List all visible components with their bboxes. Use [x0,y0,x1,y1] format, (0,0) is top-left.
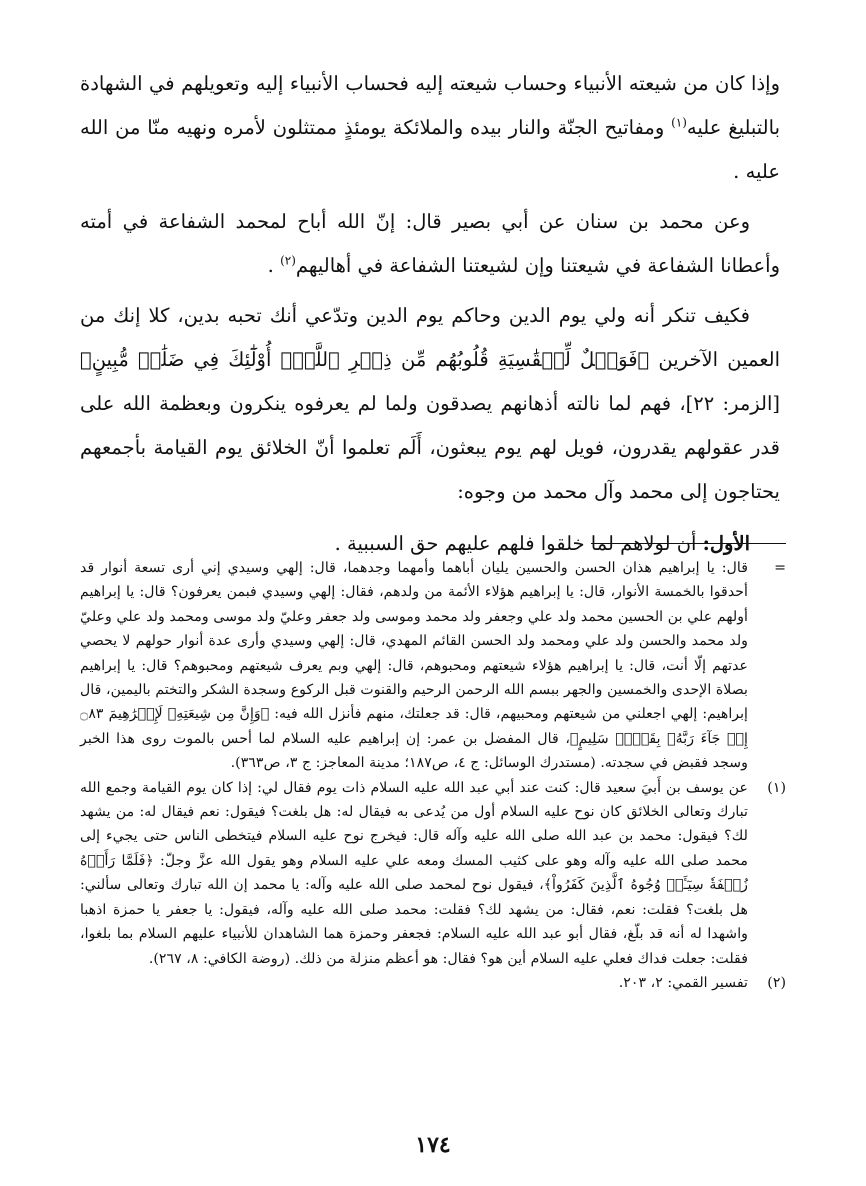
paragraph-1 [80,62,780,194]
paragraph-1-end: ومفاتيح الجنّة والنار بيده والملائكة يومئذٍ ممتثلون لأمره ونهيه منّا من الله عليه . [80,116,780,183]
paragraph-2 [80,200,780,288]
footnote-ref-2[interactable]: (٢) [280,253,296,268]
main-text [80,62,780,572]
paragraph-3-text: فكيف تنكر أنه ولي يوم الدين وحاكم يوم الدين وتدّعي أنك تحبه بدين، كلا إنك من العمين الآخرين ﴿فَوَيۡلٌ لِّلۡقَٰسِيَةِ قُلُوبُهُم مِّن ذِكۡرِ ٱللَّهِۚ أُوْلَٰٓئِكَ فِي ضَلَٰلٖ مُّبِينٍ﴾ [الزمر: ٢٢]، فهم لما نالته أذهانهم يصدقون ولما لم يعرفوه ينكرون وبعظمة الله على قدر عقولهم يقدرون، فويل لهم يوم يبعثون، أَلَم تعلموا أنّ الخلائق يوم القيامة بأجمعهم يحتاجون إلى محمد وآل محمد من وجوه: [80,304,781,503]
footnote-continuation-text: قال: يا إبراهيم هذان الحسن والحسين يليان أباهما وأمهما وجدهما، قال: إلهي وسيدي إني أرى تسعة أنوار قد أحدقوا بالخمسة الأنوار، قال: يا إبراهيم هؤلاء الأئمة من ولدهم، فقال: إلهي وسيدي فبمن يعرفون؟ قال: يا إبراهيم أولهم علي بن الحسين محمد ولد علي وجعفر ولد محمد وموسى ولد جعفر وعليّ ولد موسى ومحمد ولد علي وعليّ ولد محمد والحسن ولد علي ومحمد ولد الحسن القائم المهدي، قال: إلهي وسيدي وأرى عدة أنوار حولهم لا يحصي عدتهم إلّا أنت، قال: يا إبراهيم هؤلاء شيعتهم ومحبوهم، قال: إلهي وبم يعرف شيعتهم ومحبوهم؟ قال: يا إبراهيم بصلاة الإحدى والخمسين والجهر ببسم الله الرحمن الرحيم والقنوت قبل الركوع وسجدة الشكر والتختم باليمين، قال إبراهيم: إلهي اجعلني من شيعتهم ومحبيهم، قال: قد جعلتك، منهم فأنزل الله فيه: ﴿وَإِنَّ مِن شِيعَتِهِۦ لَإِبۡرَٰهِيمَ ۝٨٣ إِذۡ جَآءَ رَبَّهُۥ بِقَلۡبٖ سَلِيمٍ﴾، قال المفضل بن عمر: إن إبراهيم عليه السلام لما أحس بالموت روى هذا الخبر وسجد فقبض في سجدته. (مستدرك الوسائل: ج ٤، ص١٨٧؛ مدينة المعاجز: ج ٣، ص٣٦٣). [80,560,749,772]
point-label: الأول: [702,532,750,555]
paragraph-4-text: أن لولاهم لما خلقوا فلهم عليهم حق السببية . [334,532,703,555]
footnote-1 [80,776,786,971]
paragraph-2-end: . [267,254,281,277]
footnote-2-mark: (٢) [767,974,786,991]
footnote-2 [80,971,786,995]
footnote-continuation [80,556,786,776]
footnote-divider [591,543,786,544]
paragraph-1-text: وإذا كان من شيعته الأنبياء وحساب شيعته إليه فحساب الأنبياء إليه وتعويلهم في الشهادة بالتبليغ عليه [80,72,780,139]
continuation-mark: = [774,560,786,576]
paragraph-2-text: وعن محمد بن سنان عن أبي بصير قال: إنّ الله أباح لمحمد الشفاعة في أمته وأعطانا الشفاعة في شيعتنا وإن لشيعتنا الشفاعة في أهاليهم [80,210,780,277]
paragraph-3 [80,294,780,514]
footnote-2-text: تفسير القمي: ٢، ٢٠٣. [618,974,748,991]
footnotes [80,556,786,995]
footnote-ref-1[interactable]: (١) [671,115,687,130]
page-number: ١٧٤ [415,1132,451,1158]
footnote-1-text: عن يوسف بن أَبيَ سعيد قال: كنت عند أبي عبد الله عليه السلام ذات يوم فقال لي: إذا كان يوم القيامة وجمع الله تبارك وتعالى الخلائق كان نوح عليه السلام أول من يُدعى به فيقال له: هل بلغت؟ فيقول: نعم فيقال له: من يشهد لك؟ فيقول: محمد بن عبد الله صلى الله عليه وآله قال: فيخرج نوح عليه السلام فيتخطى الناس حتى يجيء إلى محمد صلى الله عليه وآله وهو على كثيب المسك ومعه علي عليه السلام وهو يقول الله عزَّ وجلّ: ﴿فَلَمَّا رَأَوۡهُ زُلۡفَةٗ سِيٓـَٔتۡ وُجُوهُ ٱلَّذِينَ كَفَرُواْ﴾، فيقول نوح لمحمد صلى الله عليه وآله: يا محمد إن الله تبارك وتعالى سألني: هل بلغت؟ فقلت: نعم، فقال: من يشهد لك؟ فقلت: محمد صلى الله عليه وآله، فيقول: يا جعفر يا حمزة اذهبا واشهدا له أنه قد بلّغ، فقال أبو عبد الله عليه السلام: فجعفر وحمزة هما الشاهدان للأنبياء عليهم السلام بما بلغوا، فقلت: جعلت فداك فعلي عليه السلام أين هو؟ فقال: هو أعظم منزلة من ذلك. (روضة الكافي: ٨، ٢٦٧). [80,779,748,967]
footnote-1-mark: (١) [767,779,786,796]
